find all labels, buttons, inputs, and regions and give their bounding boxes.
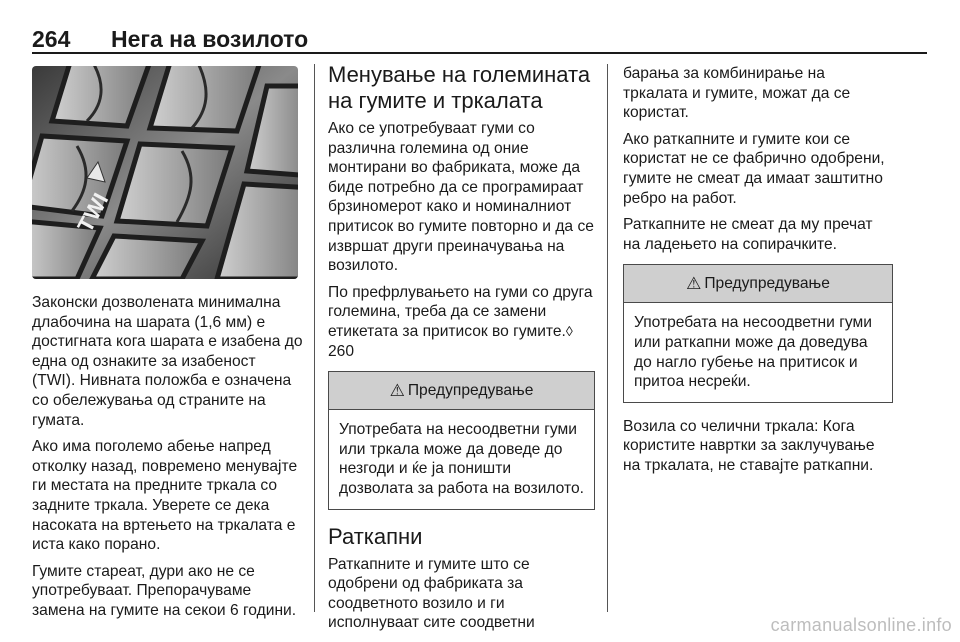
- tire-tread-image: [32, 66, 298, 279]
- column-3: [623, 64, 893, 483]
- paragraph: Раткапните не смеат да му пречат на ладењето на сопирачките.: [623, 216, 873, 253]
- paragraph: Возила со челични тркала: Кога користите навртки за заклучување на тркалата, не ставајте раткапни.: [623, 417, 875, 474]
- warning-box: [328, 371, 595, 509]
- page-reference-link[interactable]: 260: [328, 342, 355, 360]
- warning-header: [329, 372, 594, 410]
- column-divider-2: [607, 64, 608, 612]
- warning-title: Предупредување: [704, 274, 830, 292]
- section-heading: Менување на големината на гумите и тркалата: [328, 62, 591, 113]
- column-2: [328, 64, 595, 640]
- tire-tread-photo: [32, 66, 298, 279]
- paragraph: Ако се употребуваат гуми со различна големина од оние монтирани во фабриката, може да биде потребно да се програмираат брзиномерот како и номиналниот притисок во гумите повторно и да се извршат други преиначувања на возилото.: [328, 120, 594, 275]
- warning-text: Употребата на несоодветни гуми или тркала може да доведе до незгоди и ќе ја поништи дозволата за работа на возилото.: [339, 421, 584, 497]
- twi-mark: TWI: [72, 189, 114, 237]
- warning-body: [624, 303, 892, 401]
- warning-body: [329, 410, 594, 508]
- paragraph: [328, 283, 595, 361]
- reference-arrow-icon: ◊: [565, 322, 573, 339]
- column-divider-1: [314, 64, 315, 612]
- paragraph: барања за комбинирање на тркалата и гумите, можат да се користат.: [623, 65, 851, 122]
- watermark: carmanualsonline.info: [770, 615, 952, 635]
- warning-title: Предупредување: [407, 381, 534, 399]
- warning-header: [624, 265, 892, 303]
- paragraph: Ако раткапните и гумите кои се користат не се фабрично одобрени, гумите не смеат да имаат заштитно ребро на работ.: [623, 130, 885, 207]
- column-1: [32, 64, 303, 628]
- warning-triangle-icon: ⚠: [389, 380, 405, 400]
- paragraph: Раткапните и гумите што се одобрени од фабриката за соодветното возило и ги исполнуваат сите соодветни: [328, 555, 535, 632]
- paragraph: Законски дозволената минимална длабочина на шарата (1,6 мм) е достигната кога шарата е изабена до една од ознаките за изабеност (TWI). Нивната положба е означена со обележувања од страните на гумата.: [32, 294, 303, 429]
- header-rule: [32, 52, 927, 54]
- paragraph-text: По префрлувањето на гуми со друга големина, треба да се замени етикетата за притисок во гумите.: [328, 283, 593, 340]
- page-header: [32, 26, 927, 52]
- warning-triangle-icon: ⚠: [686, 273, 702, 293]
- section-title: Нега на возилото: [111, 26, 309, 52]
- paragraph: Гумите стареат, дури ако не се употребуваат. Препорачуваме замена на гумите на секои 6 години.: [32, 562, 297, 619]
- page-number: 264: [32, 26, 71, 52]
- warning-text: Употребата на несоодветни гуми или раткапни може да доведува до нагло губење на притисок и притоа несреќи.: [634, 314, 872, 391]
- section-heading-hubcaps: Раткапни: [328, 523, 423, 549]
- warning-box: [623, 264, 893, 402]
- paragraph: Ако има поголемо абење напред отколку назад, повремено менувајте ги местата на предните тркала со задните тркала. Уверете се дека насоката на вртењето на тркалата е иста како порано.: [32, 438, 298, 554]
